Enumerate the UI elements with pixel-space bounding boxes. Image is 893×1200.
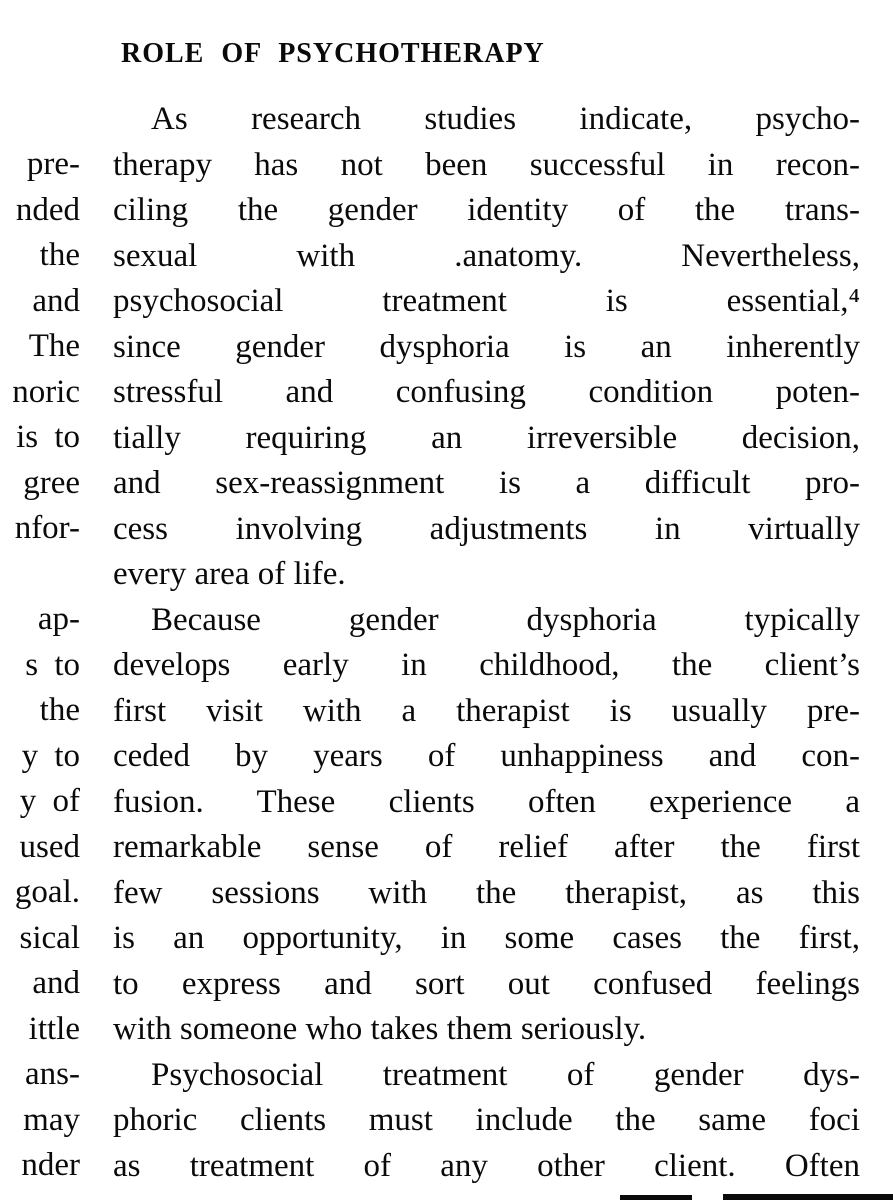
left-column-line: y of: [19, 783, 80, 819]
left-column-line: the: [39, 237, 80, 273]
left-column-line: ans-: [25, 1056, 80, 1092]
left-column-line: is to: [16, 419, 80, 455]
left-column-line: may: [23, 1101, 80, 1138]
text-line: fusion. These clients often experience a: [113, 783, 860, 820]
left-column-line: goal.: [14, 874, 80, 910]
scan-artifact-bar: [723, 1194, 893, 1200]
text-line: to express and sort out confused feelings: [113, 965, 860, 1002]
text-line: Psychosocial treatment of gender dys-: [151, 1056, 860, 1093]
text-line: every area of life.: [113, 556, 346, 592]
text-line: with someone who takes them seriously.: [113, 1011, 647, 1047]
left-column-line: ap-: [37, 601, 80, 637]
left-column-line: noric: [12, 373, 80, 410]
text-line: remarkable sense of relief after the first: [113, 829, 860, 865]
left-column-line: nded: [15, 191, 80, 228]
left-column-line: the: [39, 692, 80, 728]
section-heading: ROLE OF PSYCHOTHERAPY: [121, 38, 545, 69]
text-line: tially requiring an irreversible decision,: [113, 419, 860, 456]
left-column-line: and: [32, 965, 80, 1001]
left-column-line: nder: [21, 1147, 80, 1183]
text-line: stressful and confusing condition poten-: [113, 374, 860, 410]
text-line: first visit with a therapist is usually pre-: [113, 692, 860, 729]
text-line: develops early in childhood, the client’s: [113, 647, 860, 683]
scan-artifact-bar: [620, 1195, 692, 1200]
left-column-line: sical: [19, 919, 80, 956]
main-text-column: [113, 97, 860, 1189]
text-line: cess involving adjustments in virtually: [113, 510, 860, 547]
left-column-line: ittle: [28, 1010, 80, 1047]
left-column-line: y to: [21, 737, 80, 774]
text-line: Because gender dysphoria typically: [151, 601, 860, 638]
text-line: therapy has not been successful in recon-: [113, 146, 860, 183]
text-line: since gender dysphoria is an inherently: [113, 328, 860, 365]
left-column-line: gree: [23, 464, 80, 501]
text-line: ceded by years of unhappiness and con-: [113, 738, 860, 774]
text-line: As research studies indicate, psycho-: [151, 101, 860, 137]
left-column-line: The: [28, 328, 80, 364]
left-column-line: and: [32, 282, 80, 319]
text-line: ciling the gender identity of the trans-: [113, 192, 860, 228]
text-line: phoric clients must include the same foci: [113, 1102, 860, 1138]
text-line: and sex-reassignment is a difficult pro-: [113, 465, 860, 501]
text-line: is an opportunity, in some cases the first,: [113, 920, 860, 956]
left-column-line: [0, 552, 80, 598]
left-column-line: pre-: [26, 146, 80, 182]
previous-column-fragment: [0, 142, 80, 1189]
left-column-line: nfor-: [14, 510, 80, 546]
text-line: sexual with .anatomy. Nevertheless,: [113, 237, 860, 274]
left-column-line: s to: [25, 646, 80, 683]
text-line: psychosocial treatment is essential,⁴: [113, 283, 860, 319]
text-line: few sessions with the therapist, as this: [113, 874, 860, 911]
text-line: as treatment of any other client. Often: [113, 1147, 860, 1184]
left-column-line: used: [19, 828, 80, 865]
